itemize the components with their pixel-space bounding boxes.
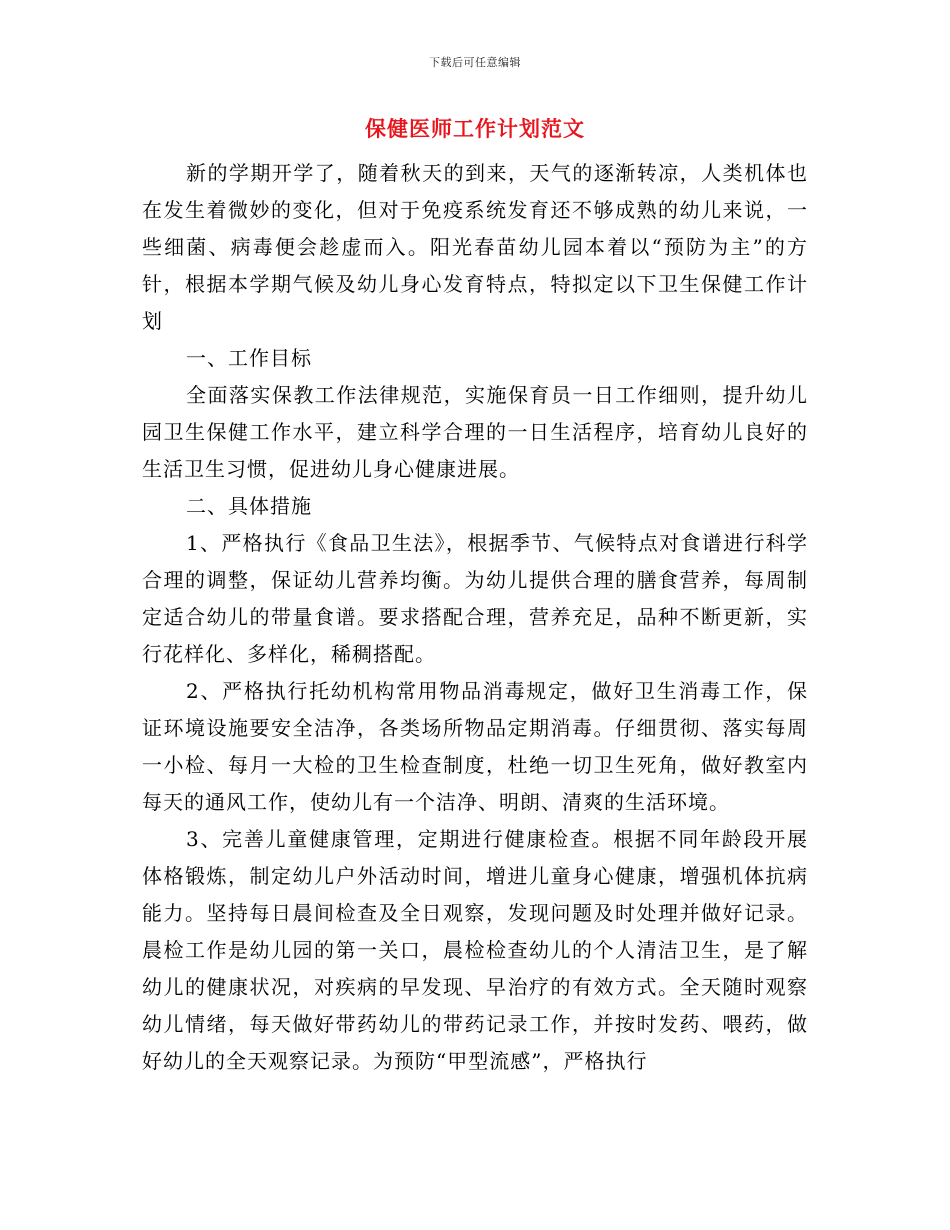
section-heading-measures: 二、具体措施: [186, 494, 312, 518]
paragraph-measure-1: 1、严格执行《食品卫生法》，根据季节、气候特点对食谱进行科学合理的调整，保证幼儿营养均衡。为幼儿提供合理的膳食营养，每周制定适合幼儿的带量食谱。要求搭配合理，营养充足，品种不断更新，实行花样化、多样化，稀稠搭配。: [142, 531, 808, 666]
header-note: 下载后可任意编辑: [429, 56, 521, 69]
document-body: [142, 155, 808, 1080]
paragraph-intro: 新的学期开学了，随着秋天的到来，天气的逐渐转凉，人类机体也在发生着微妙的变化，但对于免疫系统发育还不够成熟的幼儿来说，一些细菌、病毒便会趁虚而入。阳光春苗幼儿园本着以“预防为主”的方针，根据本学期气候及幼儿身心发育特点，特拟定以下卫生保健工作计划: [142, 161, 808, 333]
paragraph-measure-2: 2、严格执行托幼机构常用物品消毒规定，做好卫生消毒工作，保证环境设施要安全洁净，各类场所物品定期消毒。仔细贯彻、落实每周一小检、每月一大检的卫生检查制度，杜绝一切卫生死角，做好教室内每天的通风工作，使幼儿有一个洁净、明朗、清爽的生活环境。: [142, 679, 808, 814]
section-heading-goals: 一、工作目标: [186, 346, 312, 370]
page-title: 保健医师工作计划范文: [365, 116, 585, 141]
paragraph-measure-3: 3、完善儿童健康管理，定期进行健康检查。根据不同年龄段开展体格锻炼，制定幼儿户外活动时间，增进儿童身心健康，增强机体抗病能力。坚持每日晨间检查及全日观察，发现问题及时处理并做好记录。晨检工作是幼儿园的第一关口，晨检检查幼儿的个人清洁卫生，是了解幼儿的健康状况，对疾病的早发现、早治疗的有效方式。全天随时观察幼儿情绪，每天做好带药幼儿的带药记录工作，并按时发药、喂药，做好幼儿的全天观察记录。为预防“甲型流感”，严格执行: [142, 827, 808, 1073]
paragraph-goals: 全面落实保教工作法律规范，实施保育员一日工作细则，提升幼儿园卫生保健工作水平，建立科学合理的一日生活程序，培育幼儿良好的生活卫生习惯，促进幼儿身心健康进展。: [142, 383, 808, 481]
